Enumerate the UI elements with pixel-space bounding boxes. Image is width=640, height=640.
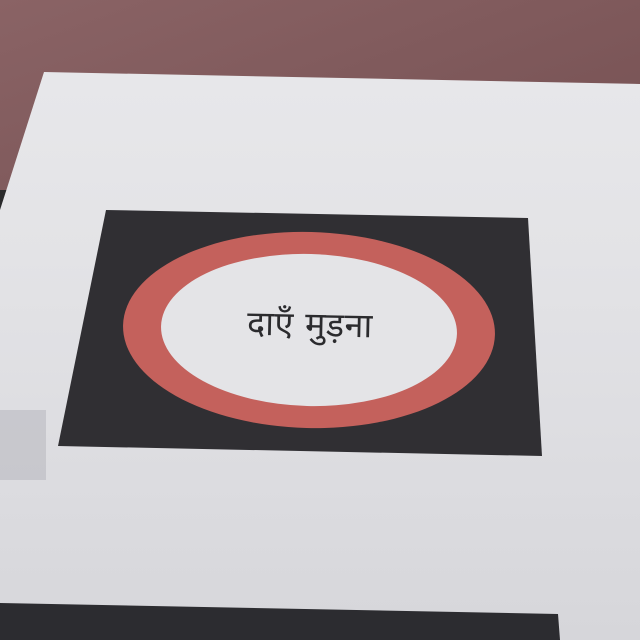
sign-text: दाएँ मुड़ना (246, 303, 374, 347)
